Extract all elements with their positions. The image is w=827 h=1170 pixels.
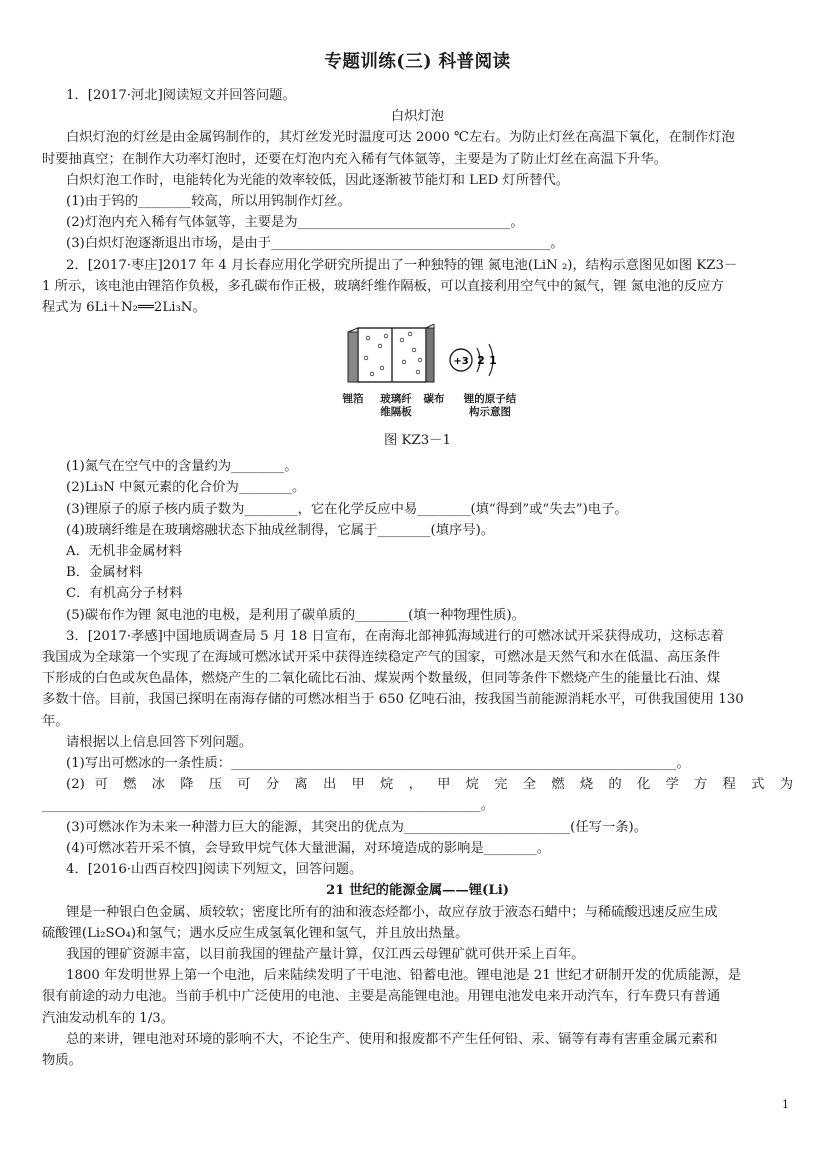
label-lithium-foil: 锂箔 bbox=[342, 393, 364, 406]
label-glass-fiber-2: 维隔板 bbox=[380, 406, 412, 419]
q1-subquestion-3: (3)白炽灯泡逐渐退出市场，是由于__________________________________________。 bbox=[66, 236, 564, 252]
q2-line-1: 2．[2017·枣庄]2017 年 4 月长春应用化学研究所提出了一种独特的锂 氮电池(LiN ₂)，结构示意图见如图 KZ3－ bbox=[66, 257, 738, 273]
q4-paragraph-4b: 物质。 bbox=[42, 1052, 82, 1068]
q1-heading: 1．[2017·河北]阅读短文并回答问题。 bbox=[66, 88, 296, 103]
nucleus-charge: +3 bbox=[453, 356, 469, 368]
lithium-foil-plate bbox=[348, 332, 358, 382]
document-page bbox=[42, 48, 793, 1071]
question-1 bbox=[42, 85, 793, 255]
q1-paragraph-1a: 白炽灯泡的灯丝是由金属钨制作的，其灯丝发光时温度可达 2000 ℃左右。为防止灯丝在高温下氧化，在制作灯泡 bbox=[66, 130, 735, 146]
question-4 bbox=[42, 859, 793, 1071]
q1-subquestion-2: (2)灯泡内充入稀有气体氩等，主要是为________________________________。 bbox=[66, 215, 524, 231]
question-3 bbox=[42, 626, 793, 859]
q3-subquestion-3: (3)可燃冰作为未来一种潜力巨大的能源，其突出的优点为_________________________(任写一条)。 bbox=[66, 819, 648, 835]
q3-subquestion-1: (1)写出可燃冰的一条性质：___________________________________________________________________。 bbox=[66, 756, 690, 772]
q3-subquestion-4: (4)可燃冰若开采不慎，会导致甲烷气体大量泄漏，对环境造成的影响是________。 bbox=[66, 840, 551, 856]
q4-paragraph-4a: 总的来讲，锂电池对环境的影响不大，不论生产、使用和报废都不产生任何铅、汞、镉等有毒有害重金属元素和 bbox=[66, 1031, 718, 1047]
q4-paragraph-3a: 1800 年发明世界上第一个电池，后来陆续发明了干电池、铅蓄电池。锂电池是 21 世纪才研制开发的优质能源，是 bbox=[66, 968, 742, 984]
q2-subquestion-1: (1)氮气在空气中的含量约为________。 bbox=[66, 459, 298, 475]
carbon-cloth-plate bbox=[426, 328, 434, 382]
q3-line-3: 下形成的白色或灰色晶体，燃烧产生的二氧化硫比石油、煤炭两个数量级，但同等条件下燃烧产生的能量比石油、煤 bbox=[42, 671, 721, 687]
label-atom-1: 锂的原子结 bbox=[463, 393, 517, 406]
label-atom-2: 构示意图 bbox=[469, 406, 511, 419]
battery-cell-drawing bbox=[348, 324, 434, 382]
q4-article-title: 21 世纪的能源金属——锂(Li) bbox=[325, 883, 510, 899]
q3-subquestion-2b: __________________________________________________________________。 bbox=[42, 798, 495, 814]
q2-subquestion-5: (5)碳布作为锂 氮电池的电极，是利用了碳单质的________(填一种物理性质)。 bbox=[66, 607, 525, 623]
page-number: 1 bbox=[782, 1098, 789, 1111]
q4-paragraph-1b: 硫酸锂(Li₂SO₄)和氢气；遇水反应生成氢氧化锂和氢气，并且放出热量。 bbox=[42, 925, 469, 941]
q2-line-3: 程式为 6Li＋N₂══2Li₃N。 bbox=[42, 300, 206, 316]
q3-line-1: 3．[2017·孝感]中国地质调查局 5 月 18 日宣布，在南海北部神狐海域进行的可燃冰试开采获得成功，这标志着 bbox=[66, 628, 724, 644]
q2-line-2: 1 所示，该电池由锂箔作负极，多孔碳布作正极，玻璃纤维作隔板，可以直接利用空气中的氮气，锂 氮电池的反应方 bbox=[42, 278, 724, 294]
q1-paragraph-2: 白炽灯泡工作时，电能转化为光能的效率较低，因此逐渐被节能灯和 LED 灯所替代。 bbox=[66, 172, 570, 188]
q3-line-4: 多数十倍。目前，我国已探明在南海存储的可燃冰相当于 650 亿吨石油，按我国当前能源消耗水平，可供我国使用 130 bbox=[42, 692, 744, 708]
q3-prompt: 请根据以上信息回答下列问题。 bbox=[66, 734, 253, 750]
q4-paragraph-3b: 很有前途的动力电池。当前手机中广泛使用的电池、主要是高能锂电池。用锂电池发电来开动汽车，行车费只有普通 bbox=[42, 989, 721, 1005]
q1-subquestion-1: (1)由于钨的________较高，所以用钨制作灯丝。 bbox=[66, 194, 351, 210]
q4-paragraph-1a: 锂是一种银白色金属、质较软；密度比所有的油和液态烃都小，故应存放于液态石蜡中；与稀硫酸迅速反应生成 bbox=[66, 904, 718, 920]
question-2 bbox=[42, 255, 793, 626]
q1-paragraph-1b: 时要抽真空；在制作大功率灯泡时，还要在灯泡内充入稀有气体氩等，主要是为了防止灯丝在高温下升华。 bbox=[42, 151, 667, 167]
battery-diagram bbox=[42, 324, 793, 428]
q2-option-b: B．金属材料 bbox=[66, 565, 143, 581]
lithium-atom-structure bbox=[450, 344, 497, 376]
battery-figure bbox=[42, 324, 793, 428]
q2-subquestion-3: (3)锂原子的原子核内质子数为________，它在化学反应中易________(填“得到”或“失去”)电子。 bbox=[66, 501, 628, 517]
q1-article-title: 白炽灯泡 bbox=[390, 109, 445, 125]
shell-2-electrons: 1 bbox=[489, 354, 497, 368]
q2-option-c: C．有机高分子材料 bbox=[66, 586, 183, 602]
q2-option-a: A．无机非金属材料 bbox=[66, 544, 182, 560]
label-glass-fiber-1: 玻璃纤 bbox=[380, 393, 412, 406]
q2-subquestion-4: (4)玻璃纤维是在玻璃熔融状态下抽成丝制得，它属于________(填序号)。 bbox=[66, 522, 495, 538]
q3-line-2: 我国成为全球第一个实现了在海域可燃冰试开采中获得连续稳定产气的国家，可燃冰是天然气和水在低温、高压条件 bbox=[42, 650, 721, 666]
q3-line-5: 年。 bbox=[42, 713, 69, 729]
label-carbon-cloth: 碳布 bbox=[423, 393, 445, 406]
q4-paragraph-3c: 汽油发动机车的 1/3。 bbox=[42, 1010, 175, 1026]
figure-caption: 图 KZ3－1 bbox=[384, 433, 451, 449]
page-title: 专题训练(三) 科普阅读 bbox=[324, 52, 511, 72]
q2-subquestion-2: (2)Li₃N 中氮元素的化合价为________。 bbox=[66, 480, 306, 496]
q3-subquestion-2a: (2) 可 燃 冰 降 压 可 分 离 出 甲 烷 ， 甲 烷 完 全 燃 烧 的 化 学 方 程 式 为 bbox=[66, 777, 793, 793]
shell-1-electrons: 2 bbox=[477, 354, 485, 368]
q4-paragraph-2: 我国的锂矿资源丰富，以目前我国的锂盐产量计算，仅江西云母锂矿就可供开采上百年。 bbox=[66, 946, 585, 962]
q4-heading: 4．[2016·山西百校四]阅读下列短文，回答问题。 bbox=[66, 862, 363, 878]
